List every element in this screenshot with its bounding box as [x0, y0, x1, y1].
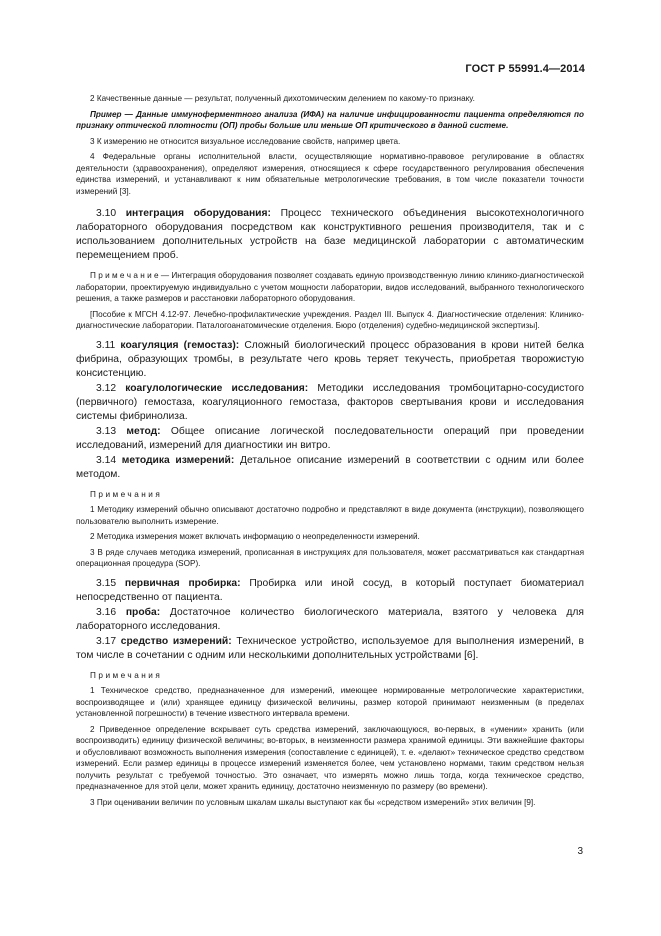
term-definition: Пробирка или иной сосуд, в который поступает биоматериал непосредственно от пациента. — [76, 577, 584, 603]
term-definition: Методики исследования тромбоцитарно-сосудистого (первичного) гемостаза, коагуляционного гемостаза, факторов свертывания крови и исследования системы фибринолиза. — [76, 382, 584, 422]
note-item: 3 При оценивании величин по условным шкалам шкалы выступают как бы «средством измерений» этих величин [9]. — [90, 797, 536, 807]
note-federal-bodies: 4 Федеральные органы исполнительной власти, осуществляющие нормативно-правовое регулирование в областях деятельности (здравоохранения), определяют измерения, относящиеся к сфере государственного регулирования обеспечения единства измерений, и устанавливают к ним обязательные метрологические требования, в том числе показатели точности измерений [3]. — [76, 152, 584, 196]
note-item: 3 В ряде случаев методика измерений, прописанная в инструкциях для пользователя, может рассматриваться как стандартная операционная процедура (SOP). — [76, 547, 584, 568]
term-3-16 — [76, 606, 584, 634]
term-number: 3.14 — [96, 454, 117, 466]
page-number: 3 — [577, 846, 583, 857]
term-3-14 — [76, 454, 584, 482]
term-title: проба: — [125, 606, 161, 618]
term-definition: Детальное описание измерений в соответствии с одним или более методом. — [76, 454, 584, 480]
term-title: коагуляция (гемостаз): — [120, 339, 240, 351]
notes-title: Примечания — [90, 489, 163, 499]
term-title: методика измерений: — [121, 454, 235, 466]
term-number: 3.13 — [96, 425, 117, 437]
document-code: ГОСТ Р 55991.4—2014 — [465, 63, 585, 75]
term-3-15 — [76, 577, 584, 605]
term-number: 3.11 — [96, 339, 116, 351]
note-visual-study: 3 К измерению не относится визуальное исследование свойств, например цвета. — [90, 136, 401, 146]
term-number: 3.10 — [96, 208, 117, 219]
term-number: 3.15 — [96, 577, 117, 589]
source-reference: [Пособие к МГСН 4.12-97. Лечебно-профилактические учреждения. Раздел III. Выпуск 4. Диагностические отделения: Клинико-диагностические лаборатории. Паталогоанатомические отделения. Бюро (отделения) судебно-медицинской экспертизы]. — [76, 309, 584, 330]
term-title: коагулологические исследования: — [125, 382, 309, 394]
notes-title: Примечания — [90, 670, 163, 680]
term-title: метод: — [126, 425, 161, 437]
term-3-17 — [76, 635, 584, 663]
term-title: интеграция оборудования: — [125, 208, 271, 219]
term-title: средство измерений: — [120, 635, 232, 647]
term-number: 3.12 — [96, 382, 117, 394]
term-3-10 — [76, 207, 584, 263]
note-qualitative-data: 2 Качественные данные — результат, полученный дихотомическим делением по какому-то признаку. — [90, 94, 475, 103]
term-3-13 — [76, 425, 584, 453]
note-item: 1 Методику измерений обычно описывают достаточно подробно и представляют в виде документа (инструкции), позволяющего пользователю выполнить измерение. — [76, 505, 584, 526]
term-definition: Общее описание логической последовательности операций при проведении исследований, измерений для диагностики ин витро. — [76, 425, 584, 451]
note-integration: П р и м е ч а н и е — Интеграция оборудования позволяет создавать единую производственную линию клинико-диагностической лаборатории, проектируемую индивидуально с учетом мощности лаборатории, видов исследований, выбранного технологического решения, а также размеров и расстановки лабораторного оборудования. — [76, 271, 584, 303]
example-ifa: Пример — Данные иммуноферментного анализа (ИФА) на наличие инфицированности пациента определяются по признаку оптической плотности (ОП) пробы больше или меньше ОП критического в данной системе. — [76, 109, 584, 130]
term-definition: Достаточное количество биологического материала, взятого у человека для лабораторного исследования. — [76, 606, 584, 632]
note-item: 1 Техническое средство, предназначенное для измерений, имеющее нормированные метрологические характеристики, воспроизводящее и (или) хранящее единицу физической величины, размер которой принимают неизменным (в пределах установленной погрешности) в течение известного интервала времени. — [76, 686, 584, 718]
term-3-11 — [76, 339, 584, 381]
term-definition: Сложный биологический процесс образования в крови нитей белка фибрина, образующих тромбы, в результате чего кровь теряет текучесть, приобретая творожистую консистенцию. — [76, 339, 584, 379]
page-content — [76, 93, 584, 812]
term-title: первичная пробирка: — [124, 577, 241, 589]
note-item: 2 Приведенное определение вскрывает суть средства измерений, заключающуюся, во-первых, в «умении» хранить (или воспроизводить) единицу физической величины; во-вторых, в неизменности размера хранимой единицы. Эти важнейшие факторы и обусловливают возможность выполнения измерения (сопоставление с единицей), т. е. «делают» техническое средство средством измерений. Если размер единицы в процессе измерений изменяется более, чем установлено нормами, таким средством нельзя получить результат с требуемой точностью. Это означает, что измерять можно лишь тогда, когда техническое средство, предназначенное для этой цели, может хранить единицу, достаточно неизменную по размеру (во времени). — [76, 724, 584, 791]
term-number: 3.16 — [96, 606, 117, 618]
term-definition: Техническое устройство, используемое для выполнения измерений, в том числе в сочетании с одним или несколькими дополнительных устройствами [6]. — [76, 635, 584, 661]
term-number: 3.17 — [96, 635, 117, 647]
term-3-12 — [76, 382, 584, 424]
note-item: 2 Методика измерения может включать информацию о неопределенности измерений. — [90, 532, 420, 541]
term-definition: Процесс технического объединения высокотехнологичного лабораторного оборудования посредством как конструктивного решения производителя, так и с использованием дополнительных устройств на базе медицинской лаборатории с автоматическим перемещением проб. — [76, 208, 584, 261]
